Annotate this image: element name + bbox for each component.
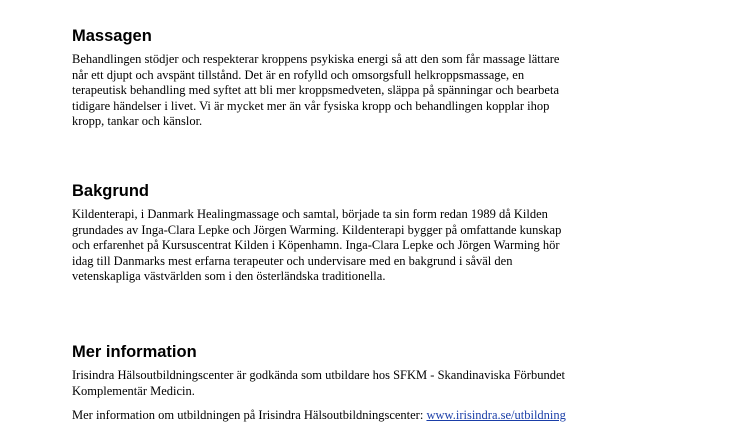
section-body-massagen: Behandlingen stödjer och respekterar kroppens psykiska energi så att den som får massage lättare når ett djupt och avspänt tillstånd. Det är en rofylld och omsorgsfull helkroppsmassage, en terapeutisk behandling med syftet att bli mer kroppsmedveten, släppa på spänningar och bearbeta tidigare händelser i livet. Vi är mycket mer än vår fysiska kropp och behandlingen kopplar ihop kropp, tankar och känslor.: [72, 52, 560, 129]
cut-off-text-line: [72, 0, 672, 1]
section-heading-bakgrund: Bakgrund: [72, 182, 150, 200]
more-info-text: Mer information om utbildningen på Irisindra Hälsoutbildningscenter:: [72, 408, 427, 423]
section-body-bakgrund: Kildenterapi, i Danmark Healingmassage och samtal, började ta sin form redan 1989 då Kilden grundades av Inga-Clara Lepke och Jörgen Warming. Kildenterapi bygger på omfattande kunskap och erfarenhet på Kursuscentrat Kilden i Köpenhamn. Inga-Clara Lepke och Jörgen Warming hör idag till Danmarks mest erfarna terapeuter och undervisare med en bakgrund i såväl den vetenskapliga västvärlden som i den österländska traditionella.: [72, 207, 562, 284]
utbildning-link[interactable]: www.irisindra.se/utbildning: [426, 408, 566, 423]
section-massagen: [72, 26, 559, 130]
section-body-mer-information: Irisindra Hälsoutbildningscenter är godkända som utbildare hos SFKM - Skandinaviska Förbundet Komplementär Medicin.: [72, 368, 565, 398]
section-mer-information: [72, 342, 566, 424]
document-page: [72, 0, 672, 423]
section-bakgrund: [72, 181, 561, 285]
section-heading-massagen: Massagen: [72, 27, 152, 45]
more-info-line: [72, 408, 566, 424]
section-heading-mer-information: Mer information: [72, 343, 197, 361]
